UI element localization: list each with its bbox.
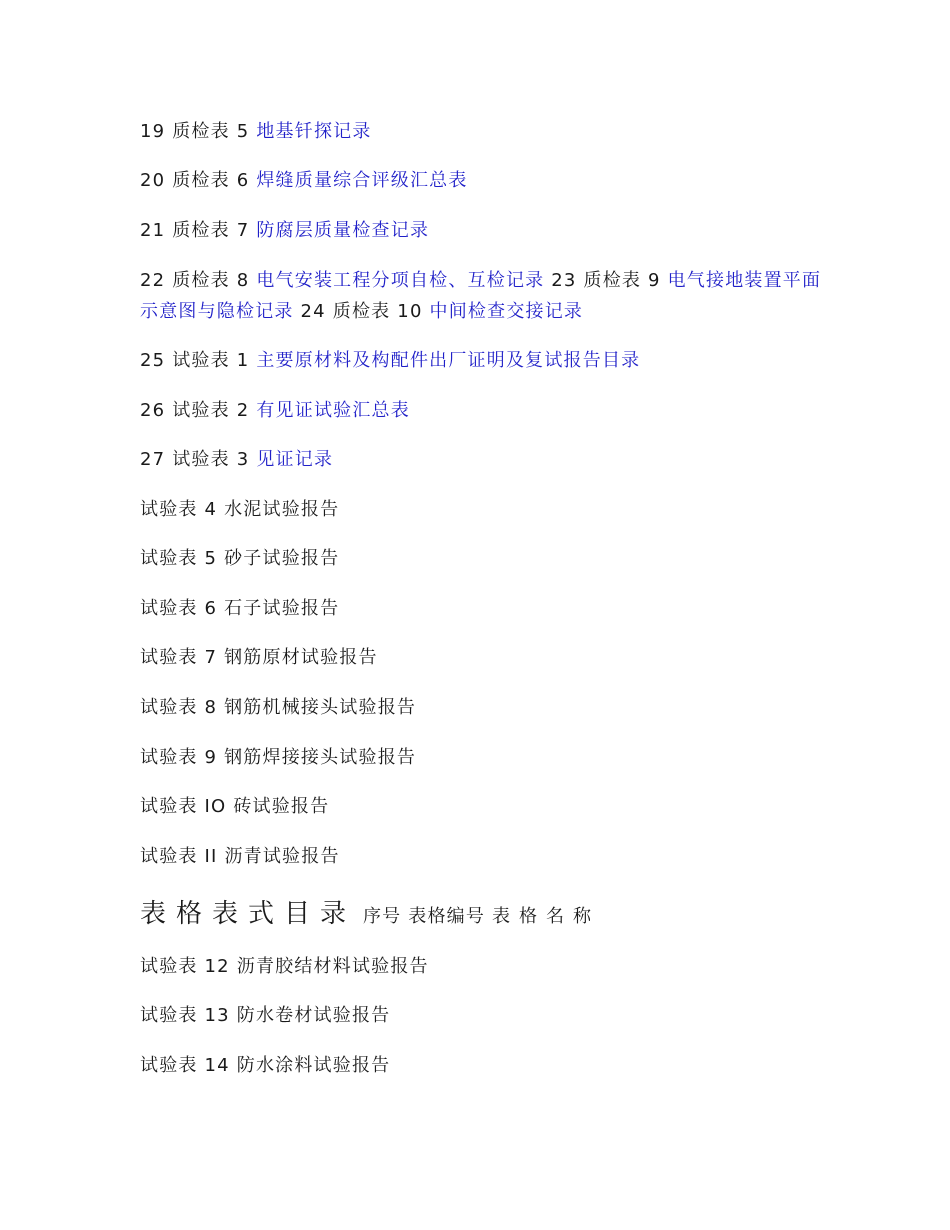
item-number: 23 xyxy=(551,270,577,291)
form-title-link[interactable]: 电气接地装置平面示意图与隐检记录 xyxy=(140,270,822,322)
form-title-link[interactable]: 见证记录 xyxy=(256,449,334,470)
form-title-link[interactable]: 防腐层质量检查记录 xyxy=(256,220,430,241)
toc-line-27 xyxy=(140,444,830,475)
item-number: 20 xyxy=(140,170,166,191)
heading-col-seq: 序号 xyxy=(362,906,402,927)
item-number: 25 xyxy=(140,350,166,371)
toc-line-22-24 xyxy=(140,265,830,327)
form-title-link[interactable]: 电气安装工程分项自检、互检记录 xyxy=(256,270,545,291)
form-code: 质检表 6 xyxy=(172,170,250,191)
form-title-link[interactable]: 焊缝质量综合评级汇总表 xyxy=(256,170,468,191)
toc-line-26 xyxy=(140,395,830,426)
toc-line-plain: 试验表 8 钢筋机械接头试验报告 xyxy=(140,697,417,718)
toc-line-19 xyxy=(140,116,830,147)
item-number: 21 xyxy=(140,220,166,241)
heading-title: 表格表式目录 xyxy=(140,899,357,929)
toc-line-plain: 试验表 5 砂子试验报告 xyxy=(140,548,340,569)
form-code: 质检表 8 xyxy=(172,270,250,291)
toc-line-plain: 试验表 7 钢筋原材试验报告 xyxy=(140,647,378,668)
toc-line-plain: 试验表 12 沥青胶结材料试验报告 xyxy=(140,956,429,977)
item-number: 22 xyxy=(140,270,166,291)
item-number: 26 xyxy=(140,400,166,421)
heading-col-code: 表格编号 xyxy=(408,906,486,927)
form-title-link[interactable]: 主要原材料及构配件出厂证明及复试报告目录 xyxy=(256,350,641,371)
form-code: 质检表 10 xyxy=(332,301,423,322)
toc-line-25 xyxy=(140,345,830,376)
toc-line-21 xyxy=(140,215,830,246)
heading-col-name: 表格名称 xyxy=(492,906,600,927)
item-number: 27 xyxy=(140,449,166,470)
toc-line-plain: 试验表 IO 砖试验报告 xyxy=(140,796,330,817)
toc-line-plain: 试验表 9 钢筋焊接接头试验报告 xyxy=(140,747,417,768)
toc-line-20 xyxy=(140,165,830,196)
form-code: 试验表 3 xyxy=(172,449,250,470)
form-title-link[interactable]: 有见证试验汇总表 xyxy=(256,400,410,421)
toc-line-plain: 试验表 14 防水涂料试验报告 xyxy=(140,1055,391,1076)
toc-line-plain: 试验表 4 水泥试验报告 xyxy=(140,499,340,520)
item-number: 24 xyxy=(300,301,326,322)
form-code: 质检表 9 xyxy=(583,270,661,291)
form-code: 质检表 7 xyxy=(172,220,250,241)
form-code: 试验表 1 xyxy=(172,350,250,371)
toc-line-plain: 试验表 II 沥青试验报告 xyxy=(140,846,340,867)
toc-line-plain: 试验表 13 防水卷材试验报告 xyxy=(140,1005,391,1026)
form-title-link[interactable]: 中间检查交接记录 xyxy=(429,301,584,322)
section-heading xyxy=(140,896,830,935)
form-title-link[interactable]: 地基钎探记录 xyxy=(256,121,372,142)
toc-line-plain: 试验表 6 石子试验报告 xyxy=(140,598,340,619)
form-code: 质检表 5 xyxy=(172,121,250,142)
item-number: 19 xyxy=(140,121,166,142)
form-code: 试验表 2 xyxy=(172,400,250,421)
